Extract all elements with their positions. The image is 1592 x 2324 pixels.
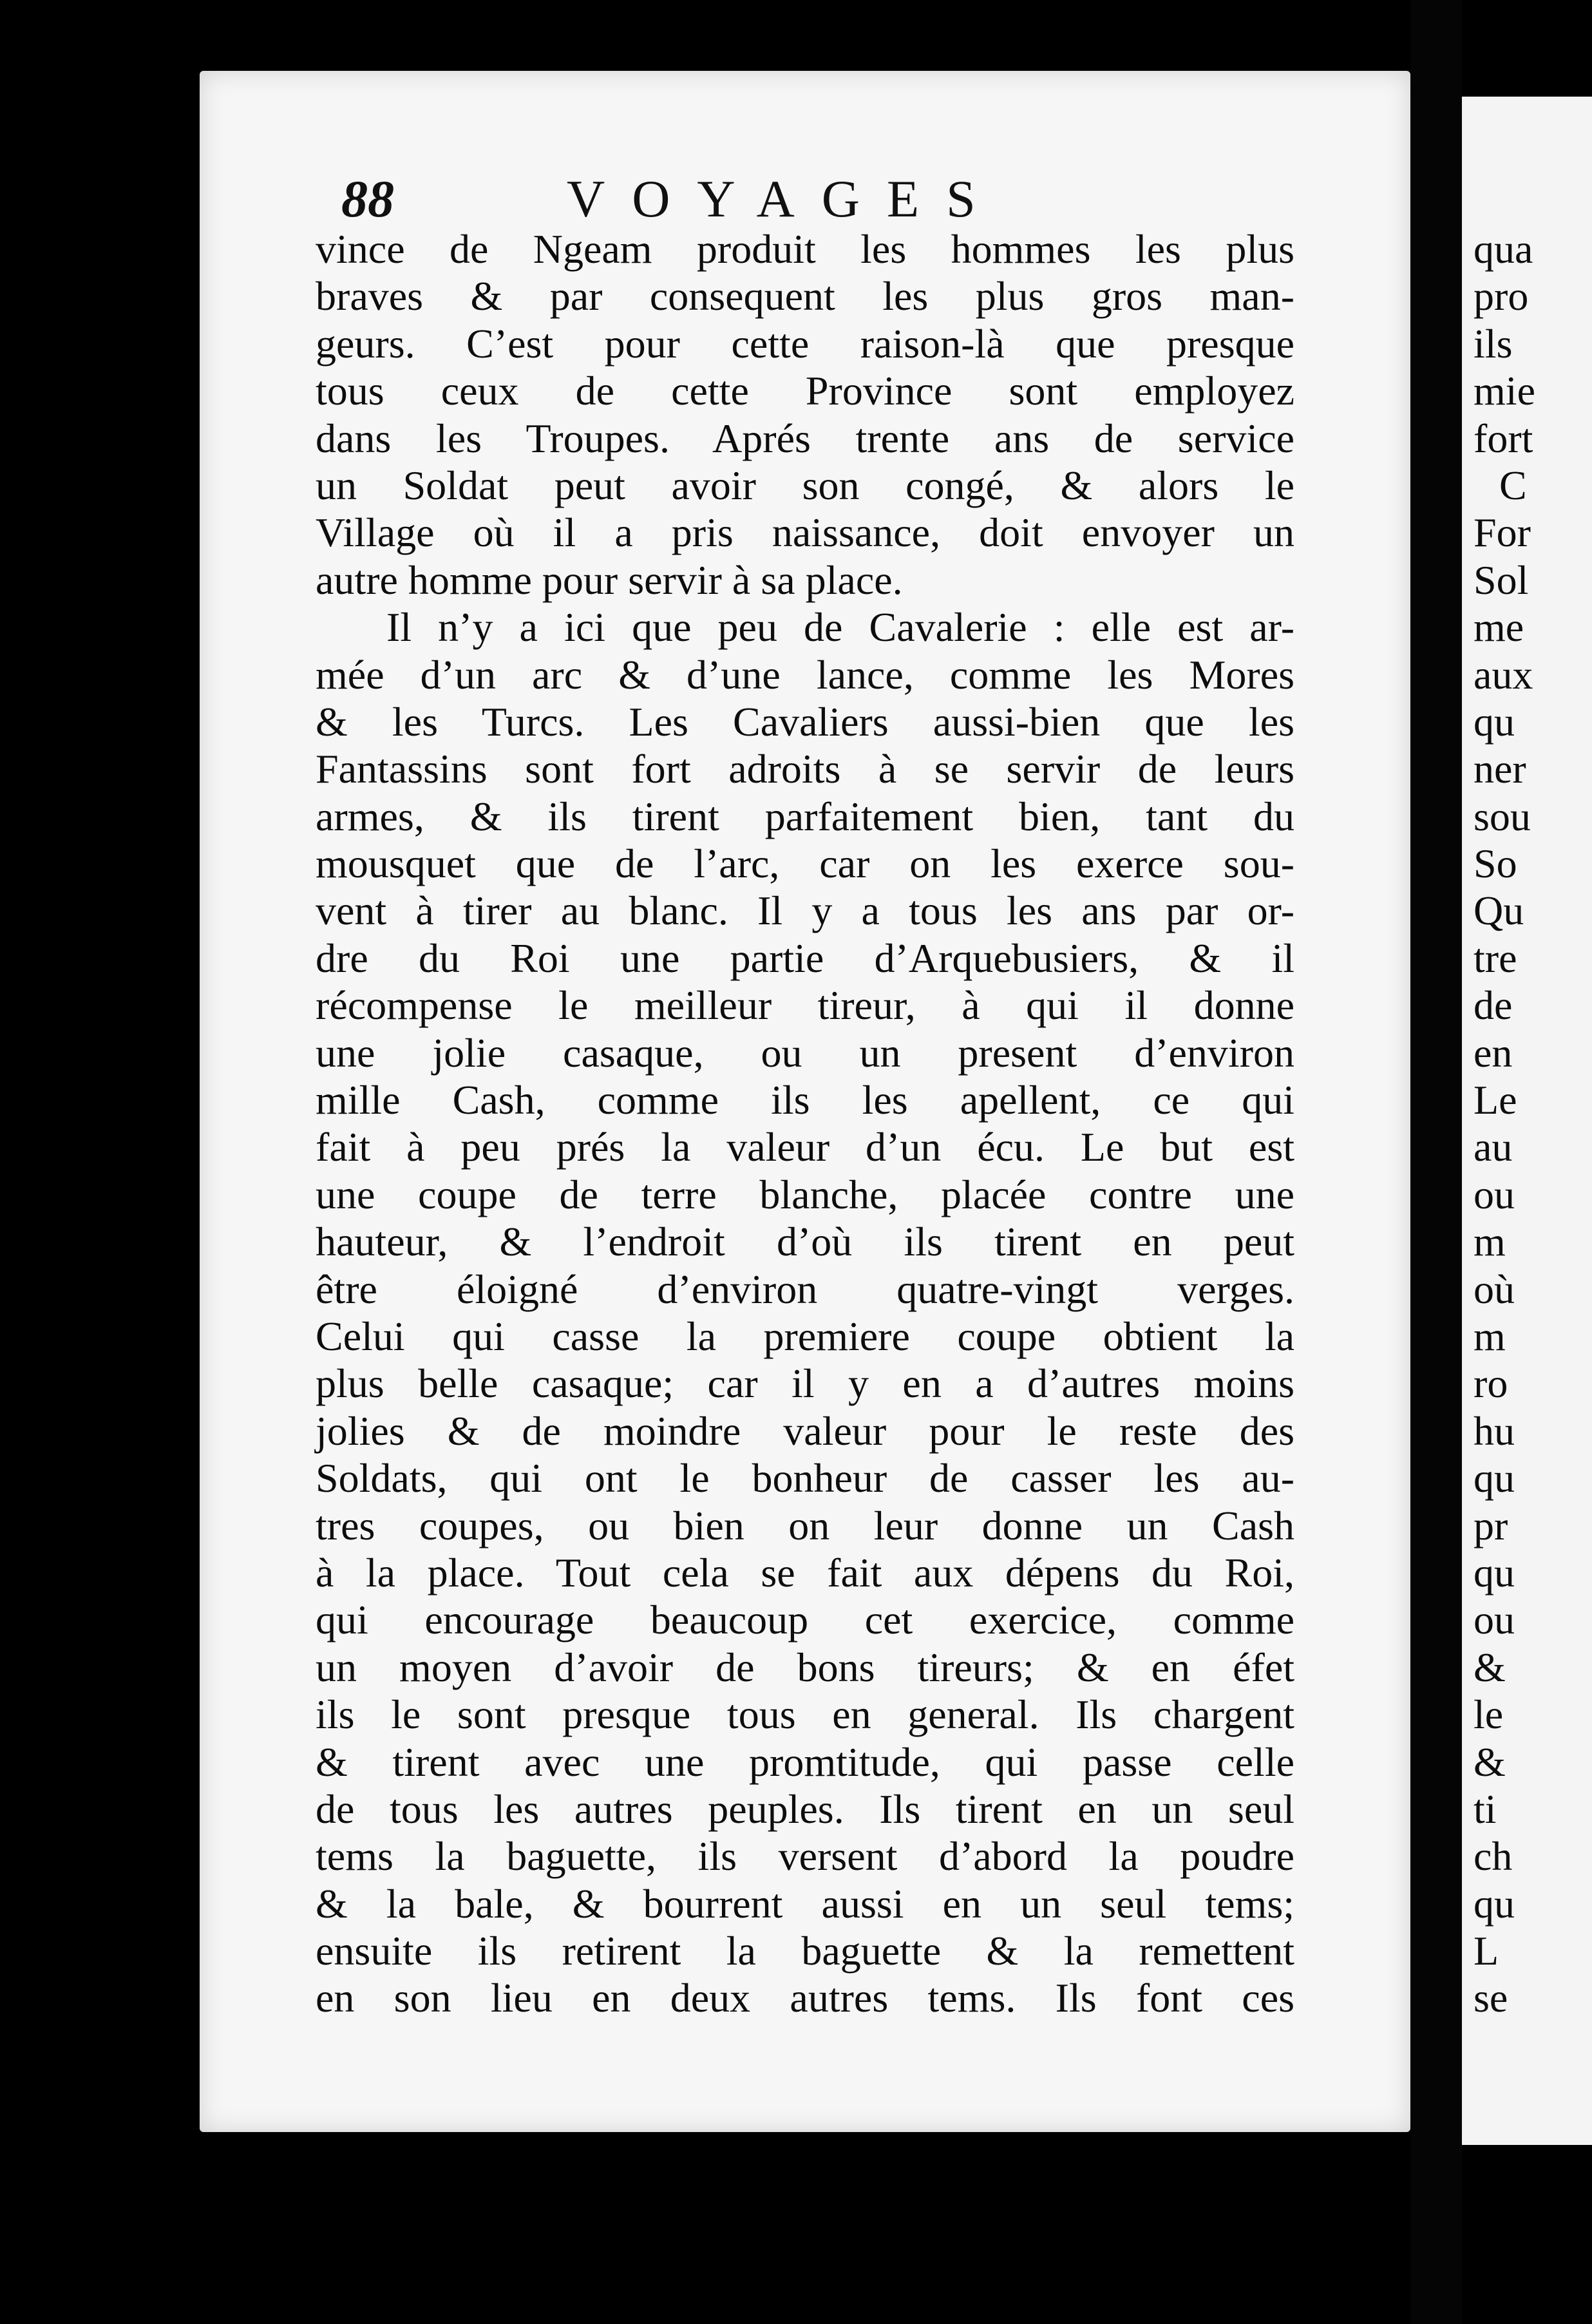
text-line: autre homme pour servir à sa place. [316,557,903,603]
right-page-fragment: qu [1474,698,1515,745]
text-line: ils le sont presque tous en general. Ils chargent [316,1691,1294,1738]
text-line: tres coupes, ou bien on leur donne un Cash [316,1502,1294,1548]
page-number: 88 [341,169,394,228]
right-page-fragment: se [1474,1975,1508,2021]
text-line: un moyen d’avoir de bons tireurs; & en éfet [316,1644,1294,1690]
text-line: Celui qui casse la premiere coupe obtient la [316,1313,1294,1359]
text-line: armes, & ils tirent parfaitement bien, tant du [316,793,1294,839]
text-line: une jolie casaque, ou un present d’environ [316,1029,1294,1076]
text-line: tous ceux de cette Province sont employez [316,368,1294,414]
right-page-fragment: au [1474,1124,1513,1170]
text-line: de tous les autres peuples. Ils tirent en un seul [316,1786,1294,1832]
text-line: récompense le meilleur tireur, à qui il donne [316,982,1294,1029]
right-page-text-fragments [1474,225,1592,2022]
right-page-fragment: aux [1474,651,1533,698]
right-page-fragment: qu [1474,1880,1515,1927]
right-page-fragment: ti [1474,1786,1497,1832]
text-line: braves & par consequent les plus gros man- [316,273,1294,319]
right-page-fragment: où [1474,1266,1515,1312]
text-line: dre du Roi une partie d’Arquebusiers, & il [316,935,1294,981]
text-line: mille Cash, comme ils les apellent, ce qui [316,1077,1294,1123]
running-head-title: VOYAGES [567,169,1003,228]
right-page-fragment: For [1474,510,1531,556]
right-page-fragment: sou [1474,793,1531,839]
right-page-fragment: le [1474,1691,1504,1738]
right-page-fragment: qua [1474,226,1533,272]
text-line: vince de Ngeam produit les hommes les plus [316,226,1294,272]
right-page-fragment: ro [1474,1360,1508,1407]
text-line: geurs. C’est pour cette raison-là que presque [316,320,1294,367]
text-line: Soldats, qui ont le bonheur de casser les au- [316,1455,1294,1501]
right-page-fragment: hu [1474,1407,1515,1454]
right-page-fragment: qu [1474,1549,1515,1595]
right-page-fragment: fort [1474,415,1533,461]
body-text [316,225,1294,2022]
text-line: être éloigné d’environ quatre-vingt verges. [316,1266,1294,1312]
right-page-fragment: mie [1474,368,1535,414]
right-page-fragment: Sol [1474,557,1529,603]
text-line: mousquet que de l’arc, car on les exerce sou- [316,841,1294,887]
text-line: Fantassins sont fort adroits à se servir de leurs [316,746,1294,792]
text-line: Il n’y a ici que peu de Cavalerie : elle est ar- [386,604,1294,651]
text-line: qui encourage beaucoup cet exercice, comme [316,1597,1294,1643]
right-page-fragment: m [1474,1219,1506,1265]
text-line: plus belle casaque; car il y en a d’autres moins [316,1360,1294,1407]
text-line: une coupe de terre blanche, placée contre une [316,1171,1294,1217]
right-page-fragment: C [1499,462,1527,508]
right-page-fragment: pr [1474,1502,1508,1548]
text-line: tems la baguette, ils versent d’abord la poudre [316,1833,1294,1880]
book-gutter [1410,0,1462,2324]
right-page-fragment: tre [1474,935,1517,981]
text-line: mée d’un arc & d’une lance, comme les Mores [316,651,1294,698]
right-page-fragment: ch [1474,1833,1513,1880]
text-line: Village où il a pris naissance, doit envoyer un [316,510,1294,556]
right-page-fragment: m [1474,1313,1506,1359]
text-line: fait à peu prés la valeur d’un écu. Le but est [316,1124,1294,1170]
right-page-fragment: me [1474,604,1524,651]
right-page-fragment: & [1474,1738,1506,1785]
text-line: & la bale, & bourrent aussi en un seul tems; [316,1880,1294,1927]
text-line: un Soldat peut avoir son congé, & alors le [316,462,1294,508]
text-line: hauteur, & l’endroit d’où ils tirent en peut [316,1219,1294,1265]
right-page-fragment: Le [1474,1077,1517,1123]
text-line: & tirent avec une promtitude, qui passe celle [316,1738,1294,1785]
text-line: vent à tirer au blanc. Il y a tous les ans par or- [316,888,1294,934]
right-page-fragment: en [1474,1029,1513,1076]
right-page-fragment: ou [1474,1171,1515,1217]
right-page-fragment: ou [1474,1597,1515,1643]
text-line: en son lieu en deux autres tems. Ils font ces [316,1975,1294,2021]
text-line: jolies & de moindre valeur pour le reste des [316,1407,1294,1454]
right-page-fragment: So [1474,841,1517,887]
right-page-fragment: L [1474,1928,1499,1974]
right-page-fragment: de [1474,982,1513,1029]
binding-shadow-left [0,0,200,2324]
right-page-fragment: Qu [1474,888,1524,934]
right-page-fragment: ner [1474,746,1526,792]
text-line: & les Turcs. Les Cavaliers aussi-bien que les [316,698,1294,745]
right-page-fragment: qu [1474,1455,1515,1501]
right-page-fragment: pro [1474,273,1529,319]
text-line: à la place. Tout cela se fait aux dépens du Roi, [316,1549,1294,1595]
right-page-fragment: ils [1474,320,1513,367]
text-line: ensuite ils retirent la baguette & la remettent [316,1928,1294,1974]
text-line: dans les Troupes. Aprés trente ans de service [316,415,1294,461]
right-page-fragment: & [1474,1644,1506,1690]
